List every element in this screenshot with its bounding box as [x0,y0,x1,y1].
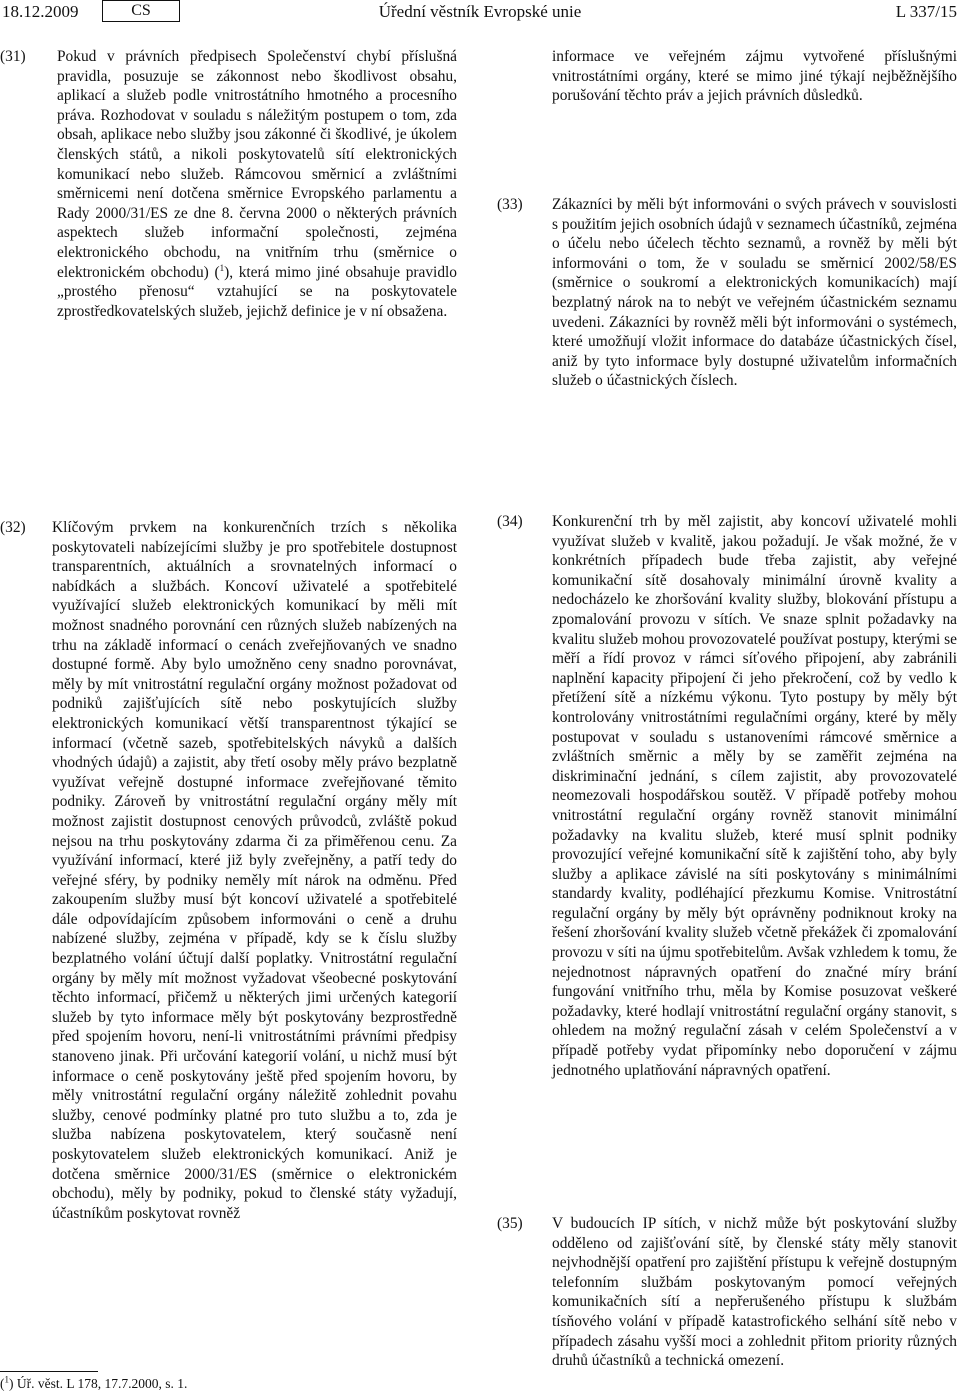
recital-text: Klíčovým prvkem na konkurenčních trzích s několika poskytovateli nabízejícími služby je pro spotřebitele dostupnost transparentních, aktuálních a srovnatelných informací o nabídkách a službách. Koncoví uživatelé a spotřebitelé využívající služeb elektronických komunikací by měli mít možnost snadného porovnání cen různých služeb nabízených na trhu na základě informací o cenách zveřejňovaných ve snadno dostupné formě. Aby bylo umožněno ceny snadno porovnávat, měly by mít vnitrostátní regulační orgány možnost požadovat od podniků zajišťujících sítě nebo poskytujících služby elektronických komunikací větší transparentnost týkající se informací (včetně sazeb, spotřebitelských návyků a dalších vhodných údajů) a zajistit, aby třetí osoby měly právo bezplatně využívat veřejně dostupné informace zveřejňované těmito podniky. Zároveň by vnitrostátní regulační orgány měly mít možnost zajistit dostupnost cenových průvodců, zvláště pokud nejsou na trhu poskytovány zdarma či za přiměřenou cenu. Za využívání informací, které již byly zveřejněny, a patří tedy do veřejné sféry, by podniky neměly mít nárok na odměnu. Před zakoupením služby musí být koncoví uživatelé a spotřebitelé dále odpovídajícím způsobem informováni o ceně a druhu nabízené služby, zejména v případě, kdy se k číslu služby bezplatného volání účtují další poplatky. Vnitrostátní regulační orgány by měly mít možnost vyžadovat všeobecné poskytování těchto informací, přičemž u některých jimi určených kategorií služeb by tyto informace měly být poskytovány bezprostředně před spojením hovoru, není-li vnitrostátními právními předpisy stanoveno jinak. Při určování kategorií volání, u nichž musí být informace o ceně poskytovány ještě před spojením hovoru, by měly vnitrostátní regulační orgány náležitě zohlednit povahu služby, cenové podmínky platné pro tuto službu a to, zda je služba nabízena poskytovatelem, který současně není poskytovatelem služeb elektronických komunikací. Aniž je dotčena směrnice 2000/31/ES (směrnice o elektronickém obchodu), měly by podniky, pokud to členské státy vyžadují, účastníkům poskytovat rovněž [52,519,457,1222]
publication-date: 18.12.2009 [2,2,79,21]
recital-text: Konkurenční trh by měl zajistit, aby koncoví uživatelé mohli využívat služeb v kvalitě, jakou požadují. Je však možné, že v konkrétních případech bude třeba zajistit, aby veřejné komunikační sítě dosahovaly minimální úrovně kvality a nedocházelo ke zhoršování kvality služby, blokování přístupu a zpomalování provozu v sítích. Ve snaze splnit požadavky na kvalitu služeb mohou provozovatelé používat postupy, kterými se měří a řídí provoz v rámci síťového připojení, aby zabránili naplnění kapacity připojení či jeho překročení, což by vedlo k přetížení sítě a nízkému výkonu. Tyto postupy by měly být kontrolovány vnitrostátními regulačními orgány, které by měly postupovat v souladu s ustanoveními rámcové směrnice a zvláštních směrnic a měly by se zaměřit zejména na diskriminační jednání, s cílem zajistit, aby provozovatelé neomezovali hospodářskou soutěž. V případě potřeby mohou vnitrostátní regulační orgány rovněž stanovit minimální požadavky na kvalitu služeb, které musí splnit podniky provozující veřejné komunikační sítě k zajištění toho, aby byly služby a aplikace závislé na síti poskytovány s minimálními standardy kvality, podléhající přezkumu Komise. Vnitrostátní regulační orgány by měly být oprávněny podniknout kroky na řešení zhoršování kvality služeb včetně překážek či zpomalování provozu v síti na újmu spotřebitelům. Avšak vzhledem k tomu, že nejednotnost nápravných opatření do značné míry brání fungování vnitřního trhu, měla by Komise posuzovat veškeré požadavky, které hodlají vnitrostátní regulační orgány stanovit, s ohledem na možný regulační zásah v celém Společenství a v případě potřeby vydat připomínky nebo doporučení v zájmu jednotného uplatňování nápravných opatření. [552,513,957,1079]
recital-text-part: Pokud v právních předpisech Společenství chybí příslušná pravidla, posuzuje se zákonnost nebo škodlivost obsahu, aplikací a služeb podle vnitrostátního hmotného a procesního práva. Rozhodovat v souladu s náležitým postupem o tom, zda obsah, aplikace nebo služby jsou zákonné či škodlivé, je úkolem členských států, a nikoli poskytovatelů sítí elektronických komunikací nebo služeb. Rámcovou směrnicí a zvláštními směrnicemi není dotčena směrnice Evropského parlamentu a Rady 2000/31/ES ze dne 8. června 2000 o některých právních aspektech služeb informační společnosti, zejména elektronického obchodu, na vnitřním trhu (směrnice o elektronickém obchodu) ( [57,48,457,281]
journal-title: Úřední věstník Evropské unie [378,2,582,21]
footnote-mark: 1 [4,1374,9,1385]
footnote-text: Úř. věst. L 178, 17.7.2000, s. 1. [16,1376,188,1391]
recital-text: V budoucích IP sítích, v nichž může být poskytování služby odděleno od zajišťování sítě, by členské státy měly stanovit nejvhodnější opatření pro zajištění přístupu k veřejně dostupným telefonním službám poskytovaným pomocí veřejných komunikačních sítí a nepřerušeného přístupu k službám tísňového volání v případě katastrofického selhání sítě nebo v případech zásahu vyšší moci a zohlednit přitom priority různých druhů účastníků a technická omezení. [552,1215,957,1370]
footnote: ($^1$) Úř. věst. L 178, 17.7.2000, s. 1. [0,1374,188,1391]
recital-number: (34) [497,513,523,530]
recital-text-part: ), která mimo jiné obsahuje pravidlo „prostého přenosu“ vztahující se na poskytovatele zprostředkovatelských služeb, jejichž definice je v ní obsažena. [57,263,458,320]
recital-text: Zákazníci by měli být informováni o svých právech v souvislosti s použitím jejich osobních údajů v seznamech účastníků, zejména o účelu nebo účelech těchto seznamů, a rovněž by měli být informováni o tom, že v souladu se směrnicí 2002/58/ES (směrnice o soukromí a elektronických komunikacích) mají bezplatný nárok na to nebýt ve veřejném účastnickém seznamu uvedeni. Zákazníci by rovněž měli být informováni o systémech, které umožňují vložit informace do databáze účastnických čísel, aniž by tyto informace byly dostupné uživatelům informačních služeb o účastnických číslech. [552,196,957,390]
recital-number: (35) [497,1215,523,1232]
recital-number: (32) [0,519,26,536]
page-header [0,0,960,22]
language-code-box: CS [102,0,180,22]
recital-text [57,47,457,321]
footnote-reference: 1 [219,262,225,273]
page-reference: L 337/15 [895,2,957,21]
recital-number: (31) [0,48,26,65]
recital-number: (33) [497,196,523,213]
recital-text: informace ve veřejném zájmu vytvořené příslušnými vnitrostátními orgány, které se mimo jiné týkají nejběžnějšího porušování těchto práv a jejich právních důsledků. [552,48,957,105]
footnote-separator [0,1371,98,1372]
